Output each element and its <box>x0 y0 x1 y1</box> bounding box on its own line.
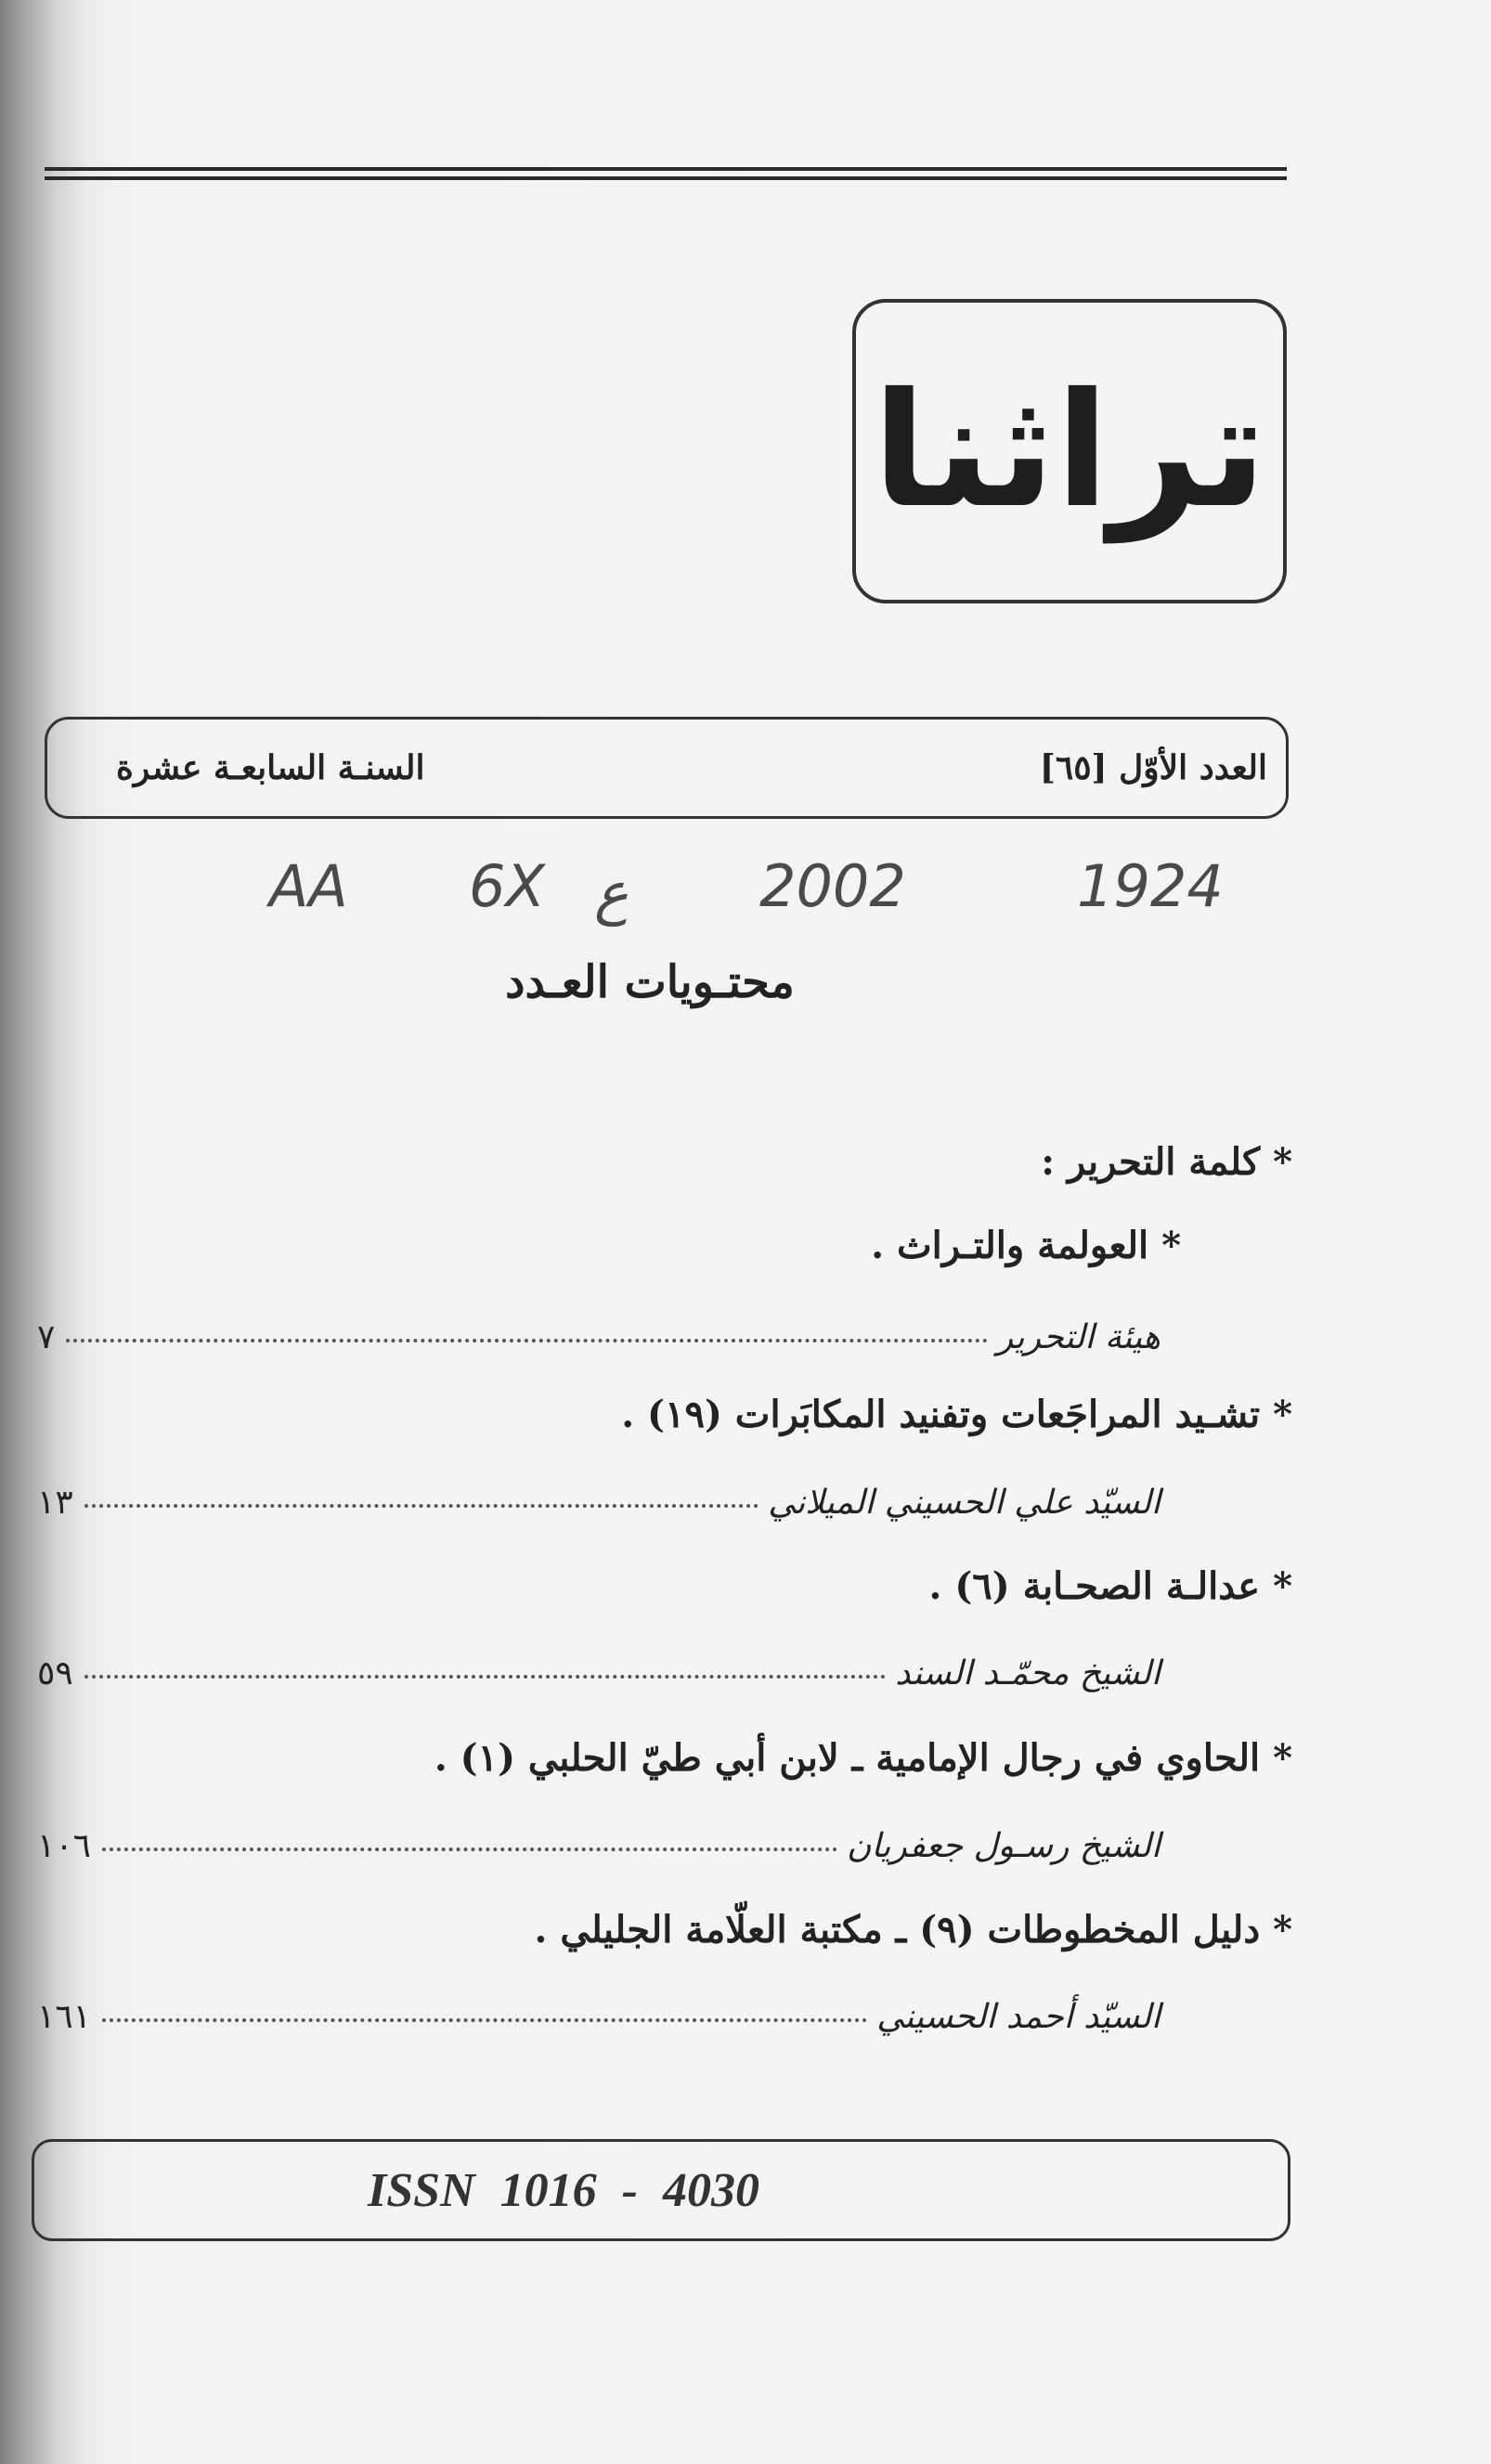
entry-title: * عدالـة الصحـابة (٦) . <box>928 1564 1292 1608</box>
dot-leader <box>66 1339 987 1342</box>
entry-author-line <box>37 1827 1160 1865</box>
entry-title: * تشـيد المراجَعات وتفنيد المكابَرات (١٩) . <box>621 1393 1292 1436</box>
entry-title: * العولمة والتـراث . <box>871 1224 1181 1267</box>
issn-box <box>32 2139 1290 2241</box>
entry-author-line <box>37 1654 1160 1692</box>
entry-page: ١٦١ <box>37 1998 92 2036</box>
entry-author-line <box>37 1318 1160 1356</box>
entry-author: السيّد أحمد الحسيني <box>876 1998 1160 2036</box>
journal-logo-box <box>852 299 1287 603</box>
handwritten-note-2: 6Χ <box>469 852 545 920</box>
handwritten-note-1: AA <box>269 852 348 920</box>
dot-leader <box>102 1848 837 1851</box>
entry-author: السيّد علي الحسيني الميلاني <box>768 1484 1160 1522</box>
issue-info-bar <box>45 717 1289 819</box>
journal-logo-title: تراثنا <box>872 359 1267 543</box>
entry-page: ٥٩ <box>37 1654 73 1692</box>
entry-page: ٧ <box>37 1318 56 1356</box>
issue-year: السنـة السابعـة عشرة <box>116 748 425 787</box>
issue-number: العدد الأوّل [٦٥] <box>1039 748 1267 787</box>
issn-number: ISSN 1016 - 4030 <box>368 2163 759 2217</box>
entry-author-line <box>37 1998 1160 2036</box>
dot-leader <box>102 2018 867 2022</box>
entry-page: ١٠٦ <box>37 1827 92 1865</box>
entry-author: هيئة التحرير <box>996 1318 1160 1356</box>
entry-title: * الحاوي في رجال الإمامية ـ لابن أبي طيّ الحلبي (١) . <box>434 1736 1292 1780</box>
handwritten-note-3: ع <box>594 859 629 927</box>
entry-title: * دليل المخطوطات (٩) ـ مكتبة العلّامة الجليلي . <box>534 1908 1292 1952</box>
handwritten-note-5: 1924 <box>1077 852 1224 920</box>
section-header-editorial: * كلمة التحرير : <box>1041 1140 1292 1184</box>
contents-title: محتـويات العـدد <box>505 956 795 1008</box>
entry-page: ١٣ <box>37 1484 73 1522</box>
entry-author-line <box>37 1484 1160 1522</box>
top-rule-second <box>45 176 1287 180</box>
entry-author: الشيخ محمّـد السند <box>895 1654 1160 1692</box>
handwritten-note-4: 2002 <box>759 852 906 920</box>
dot-leader <box>84 1675 887 1679</box>
dot-leader <box>84 1504 759 1508</box>
entry-author: الشيخ رسـول جعفريان <box>846 1827 1160 1865</box>
top-rule <box>45 167 1287 171</box>
